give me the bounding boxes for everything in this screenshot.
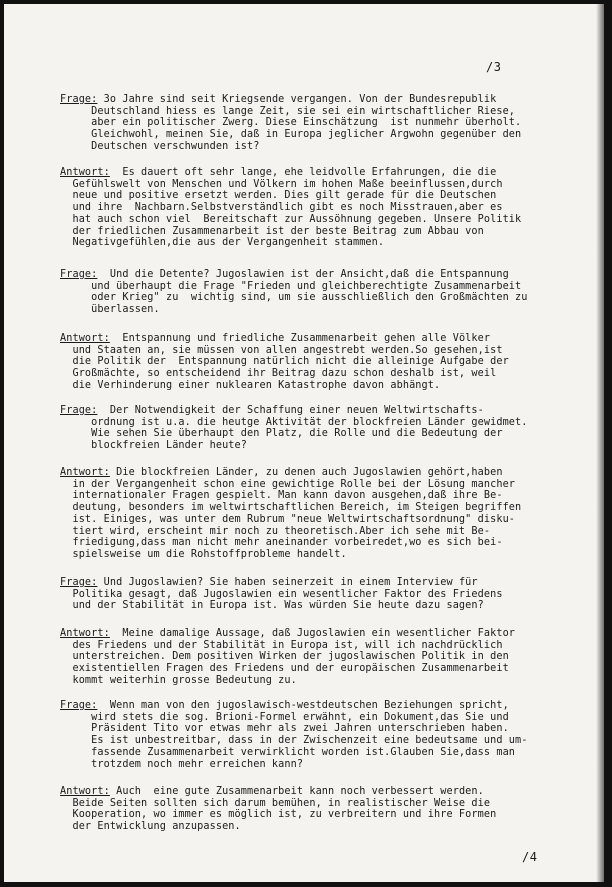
speaker-label: Antwort: [60,467,110,478]
speaker-label: Frage: [60,94,98,105]
text-line: Gefühlswelt von Menschen und Völkern im hohen Maße beeinflussen,durch [60,178,503,190]
text-line: Es ist unbestreitbar, dass in der Zwischenzeit eine bedeutsame und um- [60,735,528,747]
text-line: Gleichwohl, meinen Sie, daß in Europa jeglicher Argwohn gegenüber den [60,129,522,141]
text-line: ist. Einiges, was unter dem Rubrum "neue Weltwirtschaftsordnung" disku- [60,513,516,525]
answer-block [60,467,590,561]
text-line: Auch eine gute Zusammenarbeit kann noch verbessert werden. [109,786,484,797]
question-block [60,577,590,612]
answer-text [60,628,590,687]
text-line: und der Stabilität in Europa ist. Was würden Sie heute dazu sagen? [60,600,484,612]
text-line: Es dauert oft sehr lange, ehe leidvolle Erfahrungen, die die [109,167,497,178]
text-line: unterstreichen. Dem positiven Wirken der jugoslawischen Politik in den [60,651,509,663]
text-line: neue und positive ersetzt werden. Dies gilt gerade für die Deutschen [60,190,497,202]
answer-text [60,467,590,561]
text-line: ordnung ist u.a. die heutge Aktivität der blockfreien Länder gewidmet. [60,416,528,428]
question-block [60,405,590,452]
speaker-label: Antwort: [60,628,110,639]
question-block [60,94,590,153]
text-line: Negativgefühlen,die aus der Vergangenheit stammen. [60,237,385,249]
text-line: Politika gesagt, daß Jugoslawien ein wesentlicher Faktor des Friedens [60,588,503,600]
text-line: Wenn man von den jugoslawisch-westdeutschen Beziehungen spricht, [97,700,509,711]
text-line: existentiellen Fragen des Friedens und der europäischen Zusammenarbeit [60,663,509,675]
text-line: wird stets die sog. Brioni-Formel erwähnt, ein Dokument,das Sie und [60,711,509,723]
speaker-label: Frage: [60,700,98,711]
text-line: Beide Seiten sollten sich darum bemühen, in realistischer Weise die [60,797,491,809]
text-line: und Staaten an, sie müssen von allen angestrebt werden.So gesehen,ist [60,344,503,356]
text-line: der Entwicklung anzupassen. [60,821,241,833]
text-line: die Verhinderung einer nuklearen Katastrophe davon abhängt. [60,379,441,391]
answer-text [60,786,590,833]
question-text [60,94,590,153]
document-page [4,4,604,882]
text-line: Und Jugoslawien? Sie haben seinerzeit in einem Interview für [97,577,478,588]
text-line: friedigung,dass man nicht mehr aneinander vorbeiredet,wo es sich bei- [60,537,503,549]
text-line: Die blockfreien Länder, zu denen auch Jugoslawien gehört,haben [109,467,503,478]
text-line: des Friedens und der Stabilität in Europa ist, will ich nachdrücklich [60,639,503,651]
page-number-bottom: /4 [522,850,538,864]
text-line: hat auch schon viel Bereitschaft zur Aussöhnung gegeben. Unsere Politik [60,213,522,225]
text-line: trotzdem noch mehr erreichen kann? [60,758,304,770]
text-line: Wie sehen Sie überhaupt den Platz, die Rolle und die Bedeutung der [60,428,503,440]
question-text [60,269,590,316]
speaker-label: Antwort: [60,167,110,178]
page-edge-shadow [596,4,604,882]
speaker-label: Frage: [60,577,98,588]
text-line: blockfreien Länder heute? [60,440,248,452]
answer-block [60,333,590,392]
text-line: Präsident Tito vor etwas mehr als zwei Jahren unterschrieben haben. [60,723,509,735]
text-line: in der Vergangenheit schon eine gewichtige Rolle bei der Lösung mancher [60,478,516,490]
text-line: tiert wird, erscheint mir noch zu theoretisch.Aber ich sehe mit Be- [60,525,491,537]
text-line: der friedlichen Zusammenarbeit ist der beste Beitrag zum Abbau von [60,225,484,237]
answer-text [60,333,590,392]
question-text [60,405,590,452]
text-line: Meine damalige Aussage, daß Jugoslawien ein wesentlicher Faktor [109,628,516,639]
speaker-label: Frage: [60,405,98,416]
text-line: deutung, besonders im weltwirtschaftlichen Bereich, im Steigen begriffen [60,502,522,514]
answer-text [60,167,590,249]
answer-block [60,786,590,833]
question-block [60,700,590,770]
text-line: kommt weiterhin grosse Bedeutung zu. [60,674,297,686]
text-line: überlassen. [60,304,160,316]
text-line: Und die Detente? Jugoslawien ist der Ansicht,daß die Entspannung [97,269,509,280]
text-line: aber ein politischer Zwerg. Diese Einschätzung ist nunmehr überholt. [60,117,522,129]
text-line: Großmächte, so entscheidend ihr Beitrag dazu schon deshalb ist, weil [60,368,497,380]
answer-block [60,167,590,249]
page-number-top: /3 [486,60,502,74]
text-line: Deutschland hiess es lange Zeit, sie sei ein wirtschaftlicher Riese, [60,105,516,117]
speaker-label: Antwort: [60,786,110,797]
text-line: Entspannung und friedliche Zusammenarbeit gehen alle Völker [109,333,491,344]
text-line: fassende Zusammenarbeit verwirklicht worden ist.Glauben Sie,dass man [60,746,516,758]
answer-block [60,628,590,687]
question-text [60,577,590,612]
text-line: oder Krieg" zu wichtig sind, um sie ausschließlich den Großmächten zu [60,292,528,304]
text-line: und überhaupt die Frage "Frieden und gleichberechtigte Zusammenarbeit [60,280,522,292]
text-line: die Politik der Entspannung natürlich nicht die alleinige Aufgabe der [60,356,509,368]
text-line: Der Notwendigkeit der Schaffung einer neuen Weltwirtschafts- [97,405,484,416]
text-line: 3o Jahre sind seit Kriegsende vergangen. Von der Bundesrepublik [97,94,497,105]
text-line: und ihre Nachbarn.Selbstverständlich gibt es noch Misstrauen,aber es [60,202,503,214]
speaker-label: Antwort: [60,333,110,344]
text-line: Kooperation, wo immer es möglich ist, zu verbreitern und ihre Formen [60,809,497,821]
speaker-label: Frage: [60,269,98,280]
text-line: spielsweise um die Rohstoffprobleme handelt. [60,548,347,560]
text-line: internationaler Fragen gespielt. Man kann davon ausgehen,daß ihre Be- [60,490,503,502]
question-block [60,269,590,316]
question-text [60,700,590,770]
text-line: Deutschen verschwunden ist? [60,140,260,152]
